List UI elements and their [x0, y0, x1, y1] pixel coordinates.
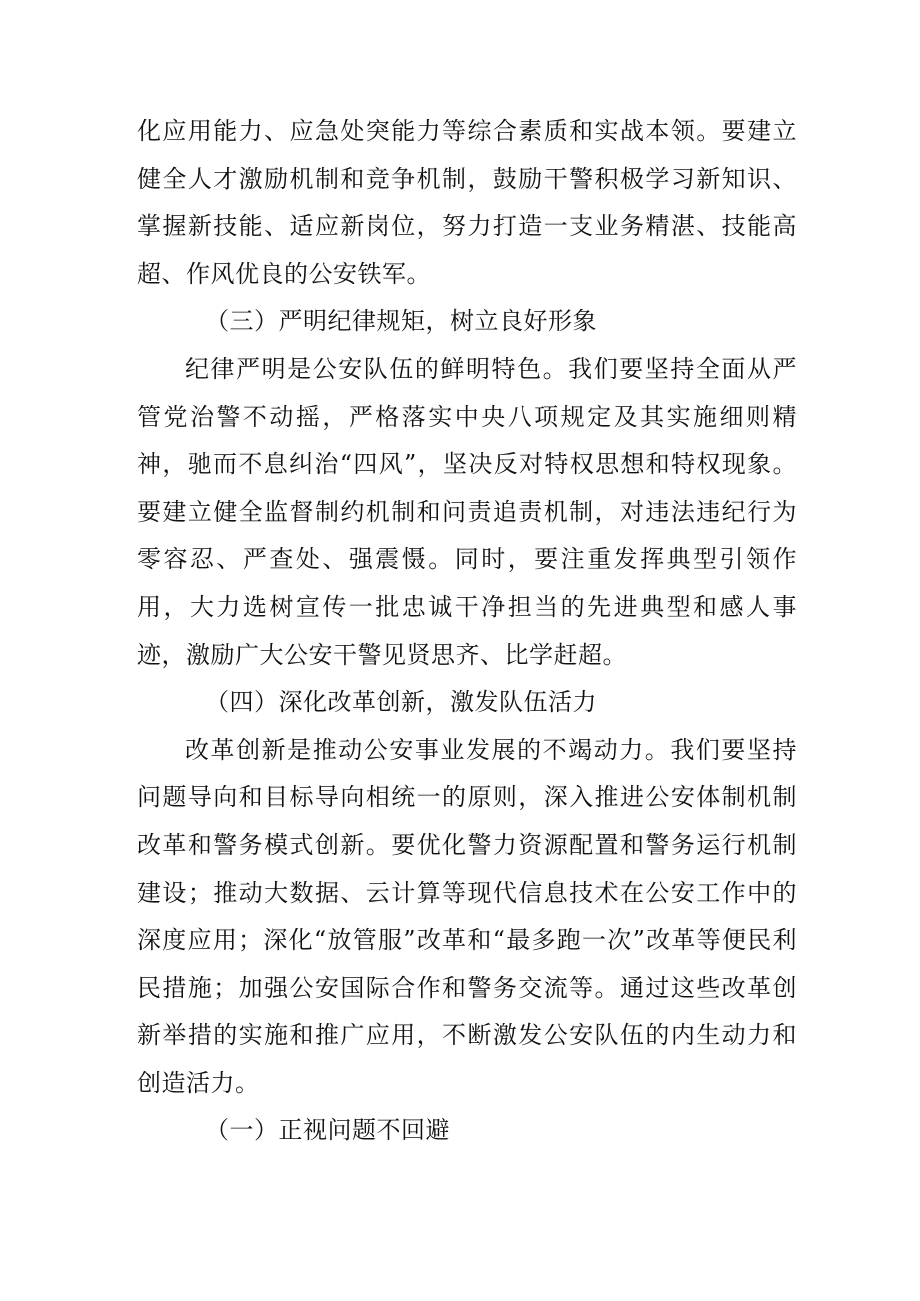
section-heading-face-problems: （一）正视问题不回避 [205, 1116, 450, 1145]
section-heading-reform: （四）深化改革创新，激发队伍活力 [205, 688, 597, 717]
paragraph-discipline: 纪律严明是公安队伍的鲜明特色。我们要坚持全面从严管党治警不动摇，严格落实中央八项规定及其实施细则精神，驰而不息纠治“四风”，坚决反对特权思想和特权现象。要建立健全监督制约机制和问责追责机制，对违法违纪行为零容忍、严查处、强震慑。同时，要注重发挥典型引领作用，大力选树宣传一批忠诚干净担当的先进典型和感人事迹，激励广大公安干警见贤思齐、比学赶超。 [137, 354, 797, 669]
section-heading-discipline: （三）严明纪律规矩，树立良好形象 [205, 307, 597, 336]
paragraph-talent-building: 化应用能力、应急处突能力等综合素质和实战本领。要建立健全人才激励机制和竞争机制，鼓励干警积极学习新知识、掌握新技能、适应新岗位，努力打造一支业务精湛、技能高超、作风优良的公安铁军。 [137, 117, 797, 288]
paragraph-reform: 改革创新是推动公安事业发展的不竭动力。我们要坚持问题导向和目标导向相统一的原则，深入推进公安体制机制改革和警务模式创新。要优化警力资源配置和警务运行机制建设；推动大数据、云计算等现代信息技术在公安工作中的深度应用；深化“放管服”改革和“最多跑一次”改革等便民利民措施；加强公安国际合作和警务交流等。通过这些改革创新举措的实施和推广应用，不断激发公安队伍的内生动力和创造活力。 [137, 735, 797, 1097]
document-body [137, 108, 797, 1155]
